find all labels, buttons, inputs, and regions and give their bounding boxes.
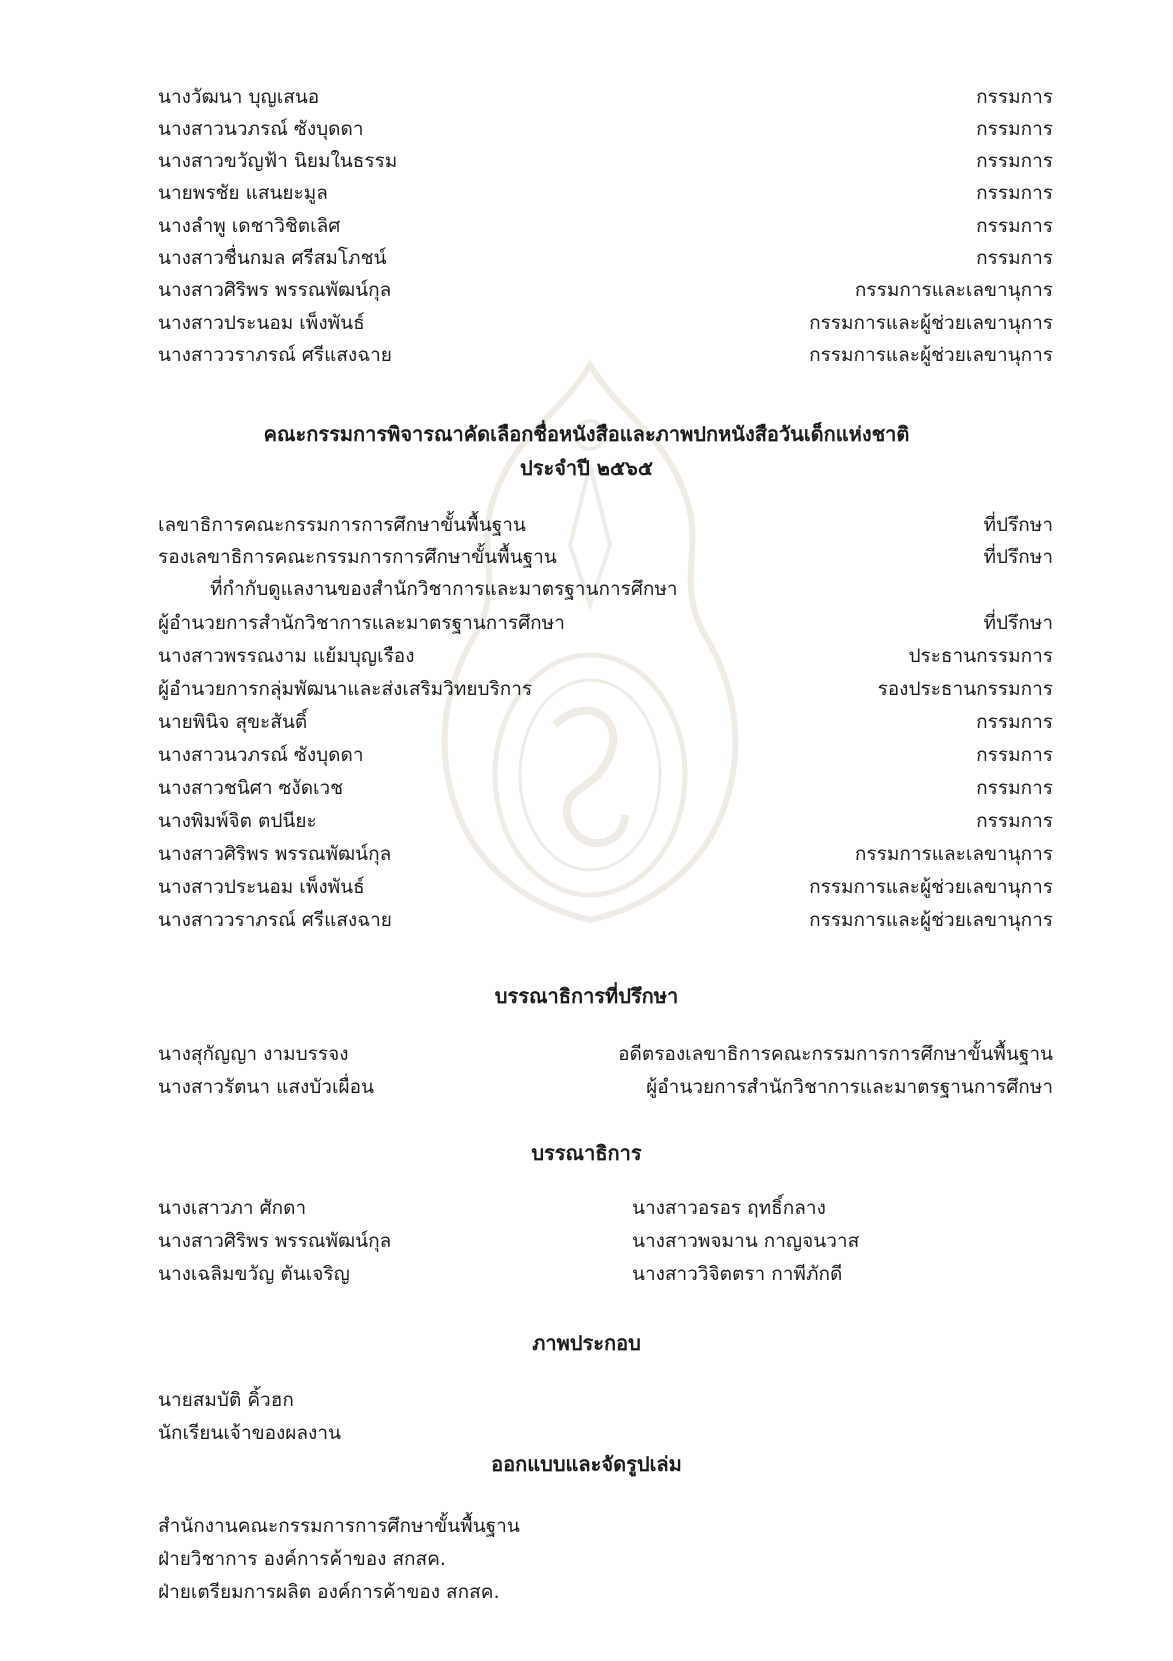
design-credit: ฝ่ายเตรียมการผลิต องค์การค้าของ สกสค. <box>158 1581 500 1603</box>
member-name: นางสาวศิริพร พรรณพัฒน์กุล <box>158 842 392 865</box>
editor-name: นางสาวอรอร ฤทธิ์กลาง <box>632 1197 826 1219</box>
section-title: คณะกรรมการพิจารณาคัดเลือกชื่อหนังสือและภาพปกหนังสือวันเด็กแห่งชาติ <box>263 422 910 446</box>
committee-row <box>158 338 1053 371</box>
member-role: กรรมการ <box>976 117 1053 140</box>
member-role: กรรมการ <box>976 809 1053 832</box>
member-name: นางสาวชื่นกมล ศรีสมโภชน์ <box>158 246 387 269</box>
member-name: นางสาวพรรณงาม แย้มบุญเรือง <box>158 644 415 667</box>
committee-row <box>158 639 1053 672</box>
member-name: นางสาวประนอม เพ็งพันธ์ <box>158 311 365 334</box>
illustrator-credit: นักเรียนเจ้าของผลงาน <box>158 1422 341 1444</box>
editor-name: นางสุกัญญา งามบรรจง <box>158 1042 349 1065</box>
editor-name: นางสาววิจิตตรา กาพีภักดี <box>632 1263 843 1285</box>
member-role: กรรมการ <box>976 181 1053 204</box>
member-role: กรรมการ <box>976 710 1053 733</box>
advisory-editors-title: บรรณาธิการที่ปรึกษา <box>494 984 679 1008</box>
member-name: นางลำพู เดชาวิชิตเลิศ <box>158 214 341 237</box>
committee-row <box>158 508 1053 541</box>
committee-row <box>158 606 1053 639</box>
editors-title: บรรณาธิการ <box>531 1141 642 1165</box>
member-name: นางสาวศิริพร พรรณพัฒน์กุล <box>158 278 392 301</box>
member-name: นางสาวขวัญฟ้า นิยมในธรรม <box>158 149 398 172</box>
committee-row <box>158 112 1053 145</box>
committee-row <box>158 306 1053 339</box>
member-role: ที่ปรึกษา <box>983 545 1053 568</box>
member-role: กรรมการและเลขานุการ <box>854 278 1053 301</box>
member-role: ที่ปรึกษา <box>983 513 1053 536</box>
editor-name: นางสาวศิริพร พรรณพัฒน์กุล <box>158 1230 392 1252</box>
member-name: นางสาววราภรณ์ ศรีแสงฉาย <box>158 908 392 931</box>
committee-row <box>158 80 1053 113</box>
committee-row <box>158 837 1053 870</box>
member-name: รองเลขาธิการคณะกรรมการการศึกษาขั้นพื้นฐาน <box>158 545 557 568</box>
member-name: ผู้อำนวยการกลุ่มพัฒนาและส่งเสริมวิทยบริการ <box>158 677 533 700</box>
member-name: นางสาวนวภรณ์ ซังบุดดา <box>158 117 364 140</box>
member-name: นางสาวประนอม เพ็งพันธ์ <box>158 875 365 898</box>
member-name: นายพินิจ สุขะสันติ์ <box>158 710 308 733</box>
committee-row <box>158 672 1053 705</box>
editor-name: นางเสาวภา ศักดา <box>158 1197 307 1219</box>
member-name: นางพิมพ์จิต ตปนียะ <box>158 809 317 832</box>
committee-row <box>158 705 1053 738</box>
illustrator-name: นายสมบัติ คิ้วฮก <box>158 1389 294 1411</box>
committee-row <box>158 540 1053 573</box>
member-name: นางสาวนวภรณ์ ซังบุดดา <box>158 743 364 766</box>
committee-row <box>158 804 1053 837</box>
member-role: กรรมการและเลขานุการ <box>854 842 1053 865</box>
advisory-editor-row <box>158 1070 1053 1103</box>
member-role: ที่ปรึกษา <box>983 611 1053 634</box>
committee-row <box>158 903 1053 936</box>
editor-role: ผู้อำนวยการสำนักวิชาการและมาตรฐานการศึกษา <box>646 1075 1053 1098</box>
advisory-editor-row <box>158 1037 1053 1070</box>
illustration-title: ภาพประกอบ <box>532 1331 641 1355</box>
member-role: กรรมการ <box>976 214 1053 237</box>
member-role: กรรมการ <box>976 246 1053 269</box>
member-name: ผู้อำนวยการสำนักวิชาการและมาตรฐานการศึกษา <box>158 611 565 634</box>
member-role: กรรมการ <box>976 85 1053 108</box>
design-credit: ฝ่ายวิชาการ องค์การค้าของ สกสค. <box>158 1548 446 1570</box>
design-credit: สำนักงานคณะกรรมการการศึกษาขั้นพื้นฐาน <box>158 1515 520 1537</box>
member-role: กรรมการและผู้ช่วยเลขานุการ <box>809 875 1053 898</box>
member-role: กรรมการ <box>976 743 1053 766</box>
editor-role: อดีตรองเลขาธิการคณะกรรมการการศึกษาขั้นพื้นฐาน <box>618 1042 1053 1065</box>
committee-row <box>158 273 1053 306</box>
deputy-note: ที่กำกับดูแลงานของสำนักวิชาการและมาตรฐานการศึกษา <box>210 578 678 600</box>
committee-row <box>158 209 1053 242</box>
design-title: ออกแบบและจัดรูปเล่ม <box>491 1452 682 1476</box>
member-role: ประธานกรรมการ <box>908 644 1053 667</box>
member-name: นางสาวชนิศา ซงัดเวช <box>158 776 344 799</box>
committee-row <box>158 771 1053 804</box>
member-role: กรรมการและผู้ช่วยเลขานุการ <box>809 311 1053 334</box>
member-role: กรรมการและผู้ช่วยเลขานุการ <box>809 908 1053 931</box>
member-name: นางวัฒนา บุญเสนอ <box>158 85 320 108</box>
committee-row <box>158 176 1053 209</box>
section-subtitle: ประจำปี ๒๕๖๕ <box>520 456 653 480</box>
committee-row <box>158 738 1053 771</box>
member-role: กรรมการและผู้ช่วยเลขานุการ <box>809 343 1053 366</box>
member-role: กรรมการ <box>976 149 1053 172</box>
member-name: เลขาธิการคณะกรรมการการศึกษาขั้นพื้นฐาน <box>158 513 526 536</box>
member-name: นางสาววราภรณ์ ศรีแสงฉาย <box>158 343 392 366</box>
editor-name: นางสาวรัตนา แสงบัวเผื่อน <box>158 1075 374 1098</box>
member-name: นายพรชัย แสนยะมูล <box>158 181 328 204</box>
committee-row <box>158 870 1053 903</box>
editor-name: นางเฉลิมขวัญ ตันเจริญ <box>158 1263 350 1285</box>
committee-row <box>158 241 1053 274</box>
editor-name: นางสาวพจมาน กาญจนวาส <box>632 1230 860 1252</box>
committee-row <box>158 144 1053 177</box>
member-role: รองประธานกรรมการ <box>877 677 1053 700</box>
member-role: กรรมการ <box>976 776 1053 799</box>
